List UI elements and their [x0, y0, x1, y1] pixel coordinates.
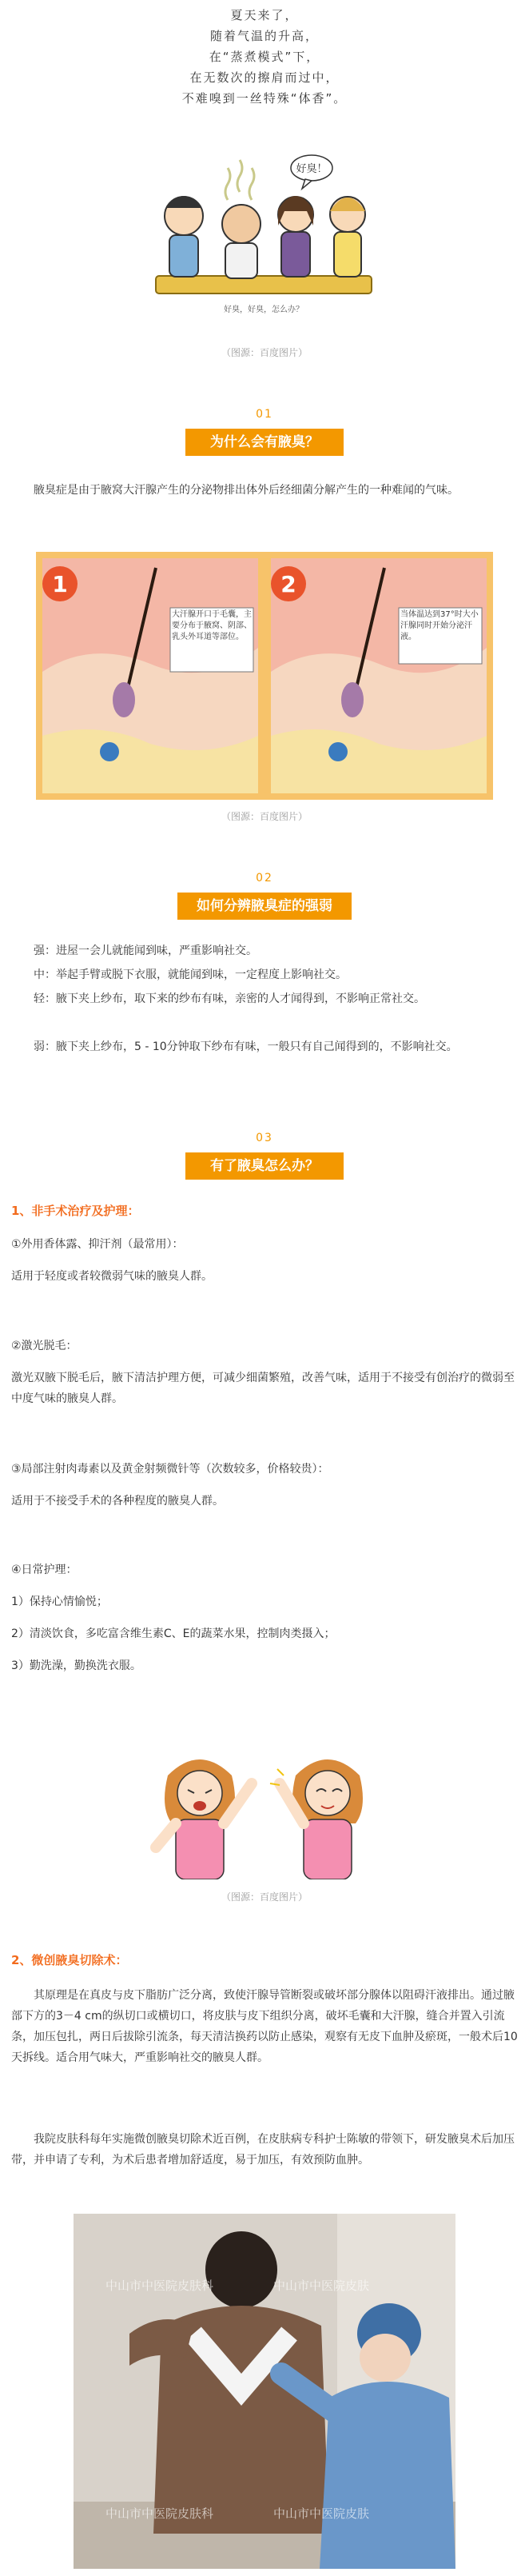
intro-line-3: 在“蒸煮模式”下，	[209, 50, 320, 64]
sweat-gland-diagram	[36, 552, 493, 800]
section-number-03: 03	[256, 1132, 273, 1144]
level-weak: 弱：腋下夹上纱布，5 - 10分钟取下纱布有味，一般只有自己闻得到的，不影响社交。	[34, 1040, 458, 1053]
level-light: 轻：腋下夹上纱布，取下来的纱布有味，亲密的人才闻得到，不影响正常社交。	[34, 992, 425, 1005]
care-item-3: 3）勤洗澡，勤换洗衣服。	[11, 1659, 141, 1672]
option1-title: ①外用香体露、抑汗剂（最常用）：	[11, 1238, 184, 1251]
section-title-01: 为什么会有腋臭？	[185, 429, 344, 456]
armpit-cartoon-image	[144, 1743, 384, 1879]
level-medium: 中：举起手臂或脱下衣服，就能闻到味，一定程度上影响社交。	[34, 968, 347, 981]
photo-watermark-1: 中山市中医院皮肤科	[105, 2278, 214, 2293]
surgery-paragraph-1: 其原理是在真皮与皮下脂肪广泛分离，致使汗腺导管断裂或破坏部分腺体以阻碍汗液排出。通过腋部下方的3－4 cm的纵切口或横切口，将皮肤与皮下组织分离，破坏毛囊和大汗腺，缝合并置入引流条，加压包扎，两日后拔除引流条，每天清洁换药以防止感染，观察有无皮下血肿及瘀斑，一般术后10天拆线。适合用气味大，严重影响社交的腋臭人群。	[11, 1989, 518, 2064]
option3-desc: 适用于不接受手术的各种程度的腋臭人群。	[11, 1495, 224, 1508]
intro-line-4: 在无数次的擦肩而过中，	[189, 70, 340, 85]
intro-line-5: 不难嗅到一丝特殊“体香”。	[181, 91, 348, 106]
speech-bubble-text: 好臭！	[296, 163, 328, 175]
diagram-panel2-number: 2	[280, 571, 296, 597]
option2-desc: 激光双腋下脱毛后，腋下清洁护理方便，可减少细菌繁殖，改善气味，适用于不接受有创治疗的微弱至中度气味的腋臭人群。	[11, 1372, 515, 1405]
intro-line-2: 随着气温的升高，	[209, 29, 319, 43]
diagram-panel1-number: 1	[52, 571, 68, 597]
photo-watermark-3: 中山市中医院皮肤科	[105, 2506, 214, 2521]
diagram-panel2-text: 当体温达到37°时大小汗腺同时开始分泌汗液。	[400, 610, 479, 641]
option4-title: ④日常护理：	[11, 1564, 78, 1576]
section-number-02: 02	[256, 872, 273, 885]
bus-cartoon-image	[152, 144, 376, 320]
intro-line-1: 夏天来了，	[230, 8, 299, 22]
subheading-surgery: 2、微创腋臭切除术：	[11, 1953, 128, 1967]
photo-watermark-4: 中山市中医院皮肤	[273, 2506, 370, 2521]
care-item-2: 2）清淡饮食，多吃富含维生素C、E的蔬菜水果，控制肉类摄入；	[11, 1627, 336, 1640]
option1-desc: 适用于轻度或者较微弱气味的腋臭人群。	[11, 1270, 213, 1283]
surgery-paragraph-2: 我院皮肤科每年实施微创腋臭切除术近百例，在皮肤病专科护士陈敏的带领下，研发腋臭术后加压带，并申请了专利，为术后患者增加舒适度，易于加压，有效预防血肿。	[11, 2133, 515, 2167]
section-title-02: 如何分辨腋臭症的强弱	[177, 893, 352, 920]
clinic-photo	[74, 2214, 455, 2569]
option3-title: ③局部注射肉毒素以及黄金射频微针等（次数较多，价格较贵）：	[11, 1463, 329, 1476]
section1-paragraph: 腋臭症是由于腋窝大汗腺产生的分泌物排出体外后经细菌分解产生的一种难闻的气味。	[34, 484, 459, 497]
care-item-1: 1）保持心情愉悦；	[11, 1596, 108, 1608]
section-number-01: 01	[256, 408, 273, 421]
photo-watermark-2: 中山市中医院皮肤	[273, 2278, 370, 2293]
subheading-non-surgical: 1、非手术治疗及护理：	[11, 1204, 140, 1218]
section-title-03: 有了腋臭怎么办？	[185, 1152, 344, 1180]
image-source-caption: （图源：百度图片）	[221, 347, 308, 358]
cartoon-subcaption: 好臭，好臭，怎么办？	[224, 306, 304, 314]
diagram-panel1-text: 大汗腺开口于毛囊，主要分布于腋窝、阴部、乳头外耳道等部位。	[172, 610, 252, 641]
image-source-caption: （图源：百度图片）	[221, 1891, 308, 1903]
option2-title: ②激光脱毛：	[11, 1340, 78, 1352]
image-source-caption: （图源：百度图片）	[221, 811, 308, 822]
level-strong: 强：进屋一会儿就能闻到味，严重影响社交。	[34, 945, 257, 957]
